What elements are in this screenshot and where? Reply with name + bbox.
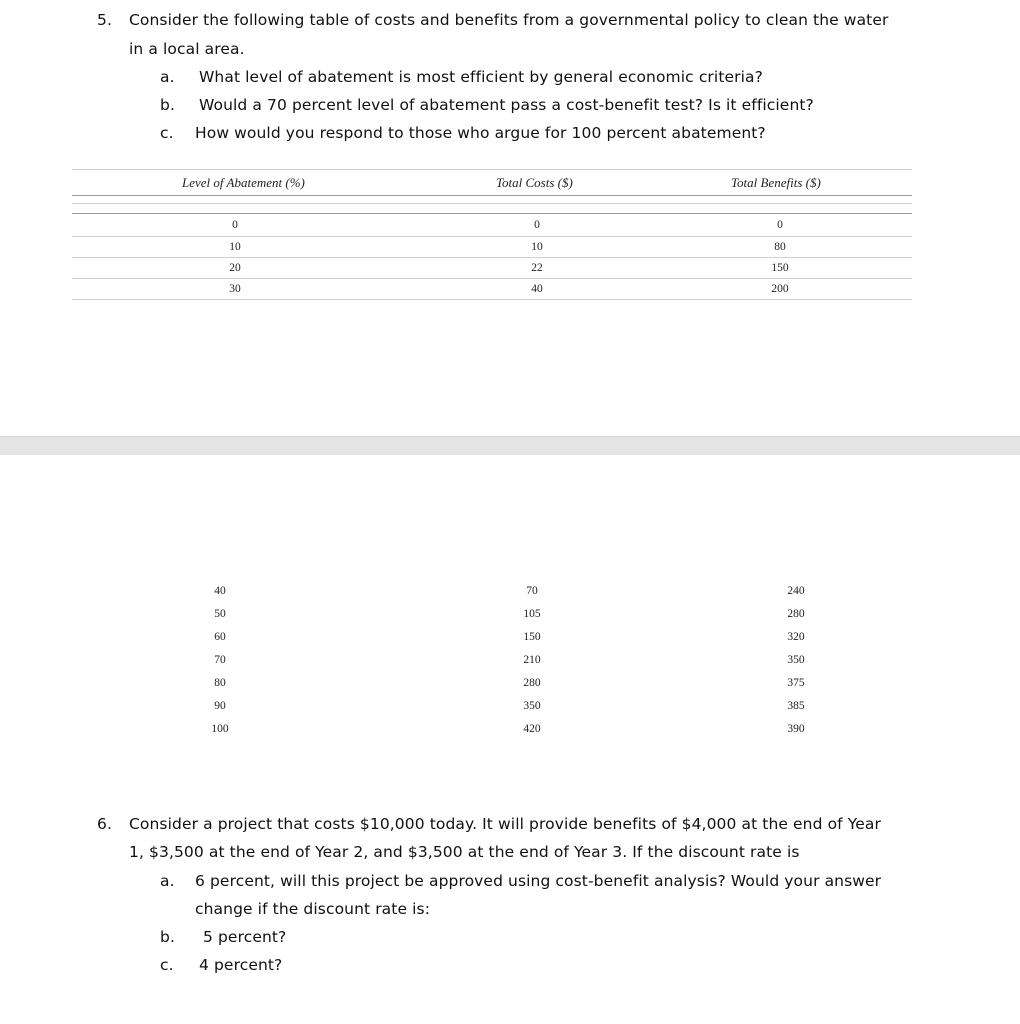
table-cell: 50 (214, 608, 226, 620)
table-cell: 0 (777, 219, 783, 231)
document-page-1 (0, 0, 1020, 436)
table-cell: 60 (214, 631, 226, 643)
table-cell: 320 (787, 631, 805, 643)
q5-part-b-text: Would a 70 percent level of abatement pass a cost-benefit test? Is it efficient? (199, 96, 814, 114)
q6-part-b-label: b. (160, 928, 175, 946)
q6-number: 6. (97, 815, 112, 833)
q6-text-line1: Consider a project that costs $10,000 today. It will provide benefits of $4,000 at the end of Year (129, 815, 881, 833)
table-cell: 105 (523, 608, 541, 620)
q6-part-a-text: 6 percent, will this project be approved using cost-benefit analysis? Would your answer (195, 872, 882, 890)
q5-text-line2: in a local area. (129, 40, 245, 58)
document-page-2 (0, 455, 1020, 1024)
table-cell: 22 (531, 262, 543, 274)
table-cell: 100 (211, 723, 229, 735)
q6-part-a-text-line2: change if the discount rate is: (195, 900, 431, 918)
table-cell: 0 (232, 219, 238, 231)
table-cell: 40 (214, 585, 226, 597)
q6-part-c-text: 4 percent? (199, 956, 283, 974)
q5-part-a-label: a. (160, 68, 175, 86)
table-cell: 80 (774, 241, 786, 253)
q6-part-a-label: a. (160, 872, 175, 890)
page-break (0, 436, 1020, 456)
q6-part-c-label: c. (160, 956, 174, 974)
table-cell: 375 (787, 677, 805, 689)
q6-part-b-text: 5 percent? (203, 928, 287, 946)
table-header-rule-2 (72, 203, 912, 204)
table-cell: 70 (526, 585, 538, 597)
table-cell: 90 (214, 700, 226, 712)
q5-part-b-label: b. (160, 96, 175, 114)
table-cell: 420 (523, 723, 541, 735)
table-cell: 280 (787, 608, 805, 620)
table-cell: 350 (787, 654, 805, 666)
q5-text-line1: Consider the following table of costs and benefits from a governmental policy to clean the water (129, 11, 889, 29)
table-cell: 210 (523, 654, 541, 666)
table-cell: 390 (787, 723, 805, 735)
table-cell: 150 (771, 262, 789, 274)
table-cell: 0 (534, 219, 540, 231)
table-cell: 385 (787, 700, 805, 712)
table-cell: 350 (523, 700, 541, 712)
table-cell: 240 (787, 585, 805, 597)
table-cell: 30 (229, 283, 241, 295)
table-cell: 80 (214, 677, 226, 689)
table-header-costs: Total Costs ($) (496, 175, 573, 190)
table-cell: 20 (229, 262, 241, 274)
table-header-abatement: Level of Abatement (%) (182, 175, 305, 190)
q5-part-c-text: How would you respond to those who argue for 100 percent abatement? (195, 124, 766, 142)
q6-text-line2: 1, $3,500 at the end of Year 2, and $3,500 at the end of Year 3. If the discount rate is (129, 843, 800, 861)
q5-part-c-label: c. (160, 124, 174, 142)
table-body-rule (72, 213, 912, 214)
table-top-rule (72, 169, 912, 170)
table-cell: 200 (771, 283, 789, 295)
q5-number: 5. (97, 11, 112, 29)
table-cell: 40 (531, 283, 543, 295)
table-cell: 150 (523, 631, 541, 643)
table-cell: 70 (214, 654, 226, 666)
q5-part-a-text: What level of abatement is most efficient by general economic criteria? (199, 68, 763, 86)
table-header-rule (72, 195, 912, 196)
table-cell: 10 (531, 241, 543, 253)
table-cell: 280 (523, 677, 541, 689)
table-header-benefits: Total Benefits ($) (731, 175, 821, 190)
table-cell: 10 (229, 241, 241, 253)
